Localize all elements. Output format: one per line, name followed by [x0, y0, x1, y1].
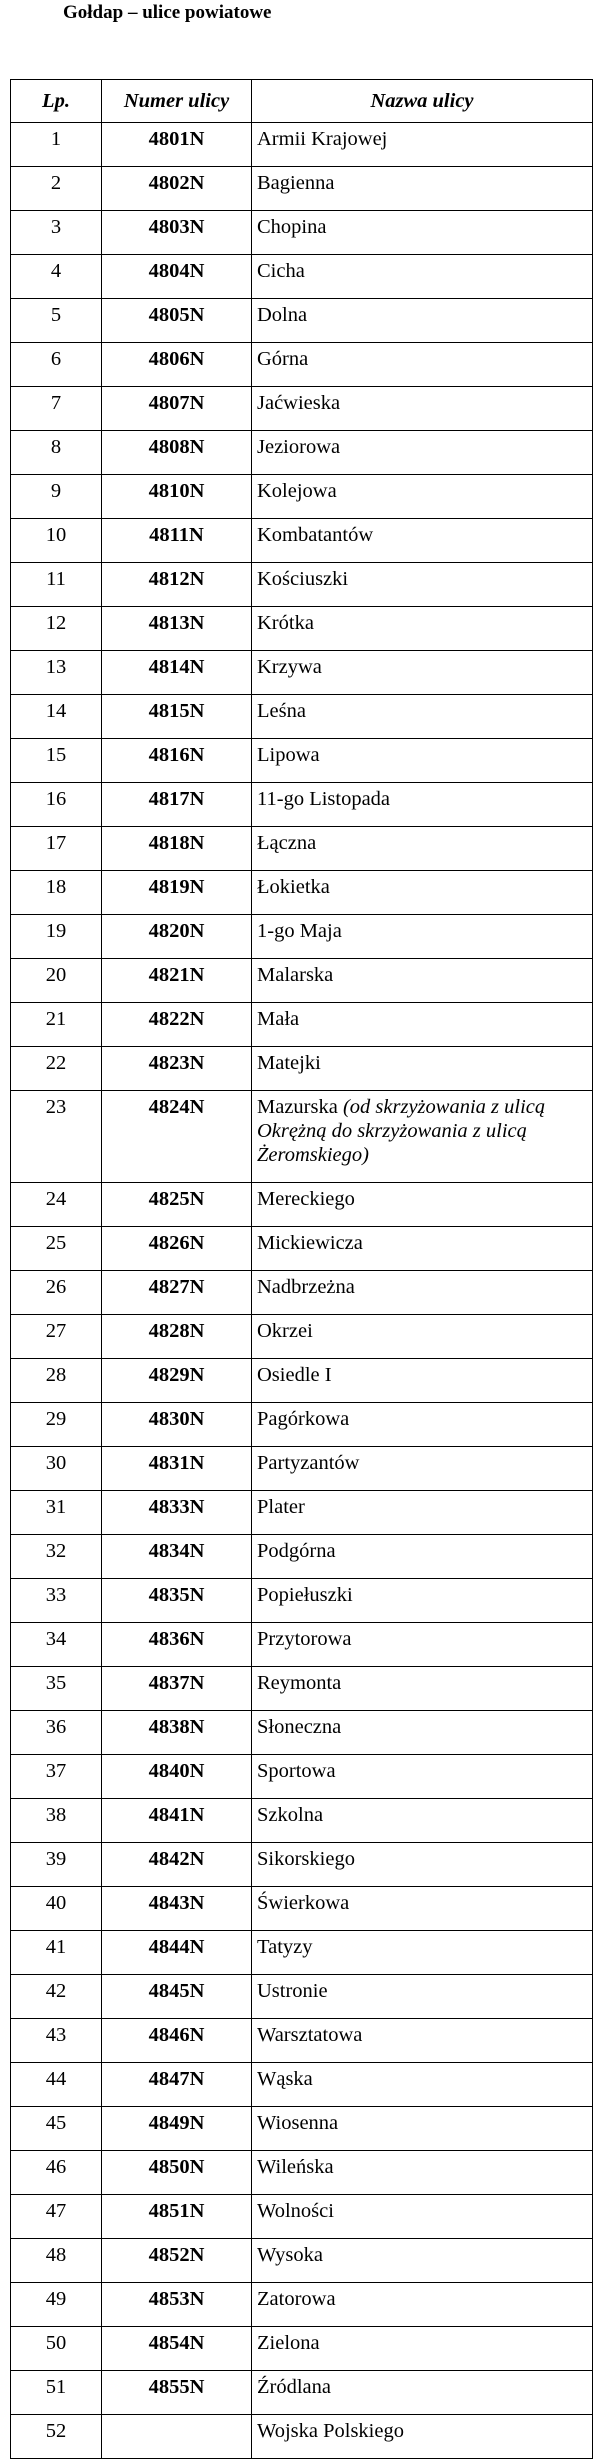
row-street-name [252, 739, 593, 783]
table-row [11, 2415, 593, 2459]
row-street-name [252, 695, 593, 739]
street-name-text: Mała [257, 1008, 300, 1030]
table-row [11, 607, 593, 651]
table-row [11, 1579, 593, 1623]
row-lp: 17 [11, 827, 102, 871]
row-lp: 50 [11, 2327, 102, 2371]
row-street-name [252, 519, 593, 563]
table-row [11, 387, 593, 431]
row-lp: 41 [11, 1931, 102, 1975]
street-name-text: Wiosenna [257, 2112, 339, 2134]
street-name-text: Nadbrzeżna [257, 1276, 355, 1298]
row-lp: 1 [11, 123, 102, 167]
row-street-number: 4813N [102, 607, 252, 651]
row-street-number: 4820N [102, 915, 252, 959]
row-street-number: 4815N [102, 695, 252, 739]
row-lp: 5 [11, 299, 102, 343]
row-lp: 34 [11, 1623, 102, 1667]
row-lp: 51 [11, 2371, 102, 2415]
row-lp: 24 [11, 1183, 102, 1227]
row-street-number: 4821N [102, 959, 252, 1003]
table-row [11, 167, 593, 211]
table-row [11, 783, 593, 827]
table-row [11, 695, 593, 739]
table-row [11, 1887, 593, 1931]
row-street-name [252, 2063, 593, 2107]
row-lp: 18 [11, 871, 102, 915]
street-name-text: Leśna [257, 700, 306, 722]
street-name-text: Szkolna [257, 1804, 324, 1826]
table-row [11, 2283, 593, 2327]
row-street-number: 4843N [102, 1887, 252, 1931]
row-lp: 32 [11, 1535, 102, 1579]
street-name-text: Krótka [257, 612, 314, 634]
row-street-number: 4854N [102, 2327, 252, 2371]
street-name-text: Cicha [257, 260, 305, 282]
table-row [11, 915, 593, 959]
row-lp: 11 [11, 563, 102, 607]
row-street-number: 4823N [102, 1047, 252, 1091]
table-row [11, 739, 593, 783]
street-name-text: Mereckiego [257, 1188, 355, 1210]
header-street-number: Numer ulicy [102, 80, 252, 123]
row-street-name [252, 1623, 593, 1667]
row-street-number: 4807N [102, 387, 252, 431]
street-name-text: Łokietka [257, 876, 330, 898]
row-street-number: 4814N [102, 651, 252, 695]
row-lp: 39 [11, 1843, 102, 1887]
row-street-number: 4837N [102, 1667, 252, 1711]
table-row [11, 211, 593, 255]
row-lp: 15 [11, 739, 102, 783]
row-street-number: 4811N [102, 519, 252, 563]
row-street-name [252, 915, 593, 959]
table-row [11, 1359, 593, 1403]
row-street-number: 4828N [102, 1315, 252, 1359]
street-name-text: Malarska [257, 964, 334, 986]
street-name-text: Kościuszki [257, 568, 349, 590]
row-street-name [252, 1975, 593, 2019]
row-lp: 7 [11, 387, 102, 431]
table-row [11, 1843, 593, 1887]
table-row [11, 2195, 593, 2239]
table-row [11, 1667, 593, 1711]
street-name-text: Armii Krajowej [257, 128, 388, 150]
row-street-name [252, 1315, 593, 1359]
row-street-name [252, 123, 593, 167]
street-name-text: Wąska [257, 2068, 313, 2090]
row-street-number: 4802N [102, 167, 252, 211]
row-street-number: 4845N [102, 1975, 252, 2019]
row-street-name [252, 2019, 593, 2063]
street-name-text: Przytorowa [257, 1628, 352, 1650]
row-street-number: 4849N [102, 2107, 252, 2151]
street-name-text: Lipowa [257, 744, 320, 766]
header-lp: Lp. [11, 80, 102, 123]
street-name-text: Kombatantów [257, 524, 374, 546]
table-row [11, 519, 593, 563]
row-street-name [252, 1359, 593, 1403]
header-street-name: Nazwa ulicy [252, 80, 593, 123]
row-street-number [102, 2415, 252, 2459]
row-street-number: 4852N [102, 2239, 252, 2283]
row-lp: 52 [11, 2415, 102, 2459]
table-row [11, 343, 593, 387]
street-name-text: 11-go Listopada [257, 788, 391, 810]
row-street-name [252, 827, 593, 871]
table-row [11, 1183, 593, 1227]
row-street-name [252, 2107, 593, 2151]
row-lp: 31 [11, 1491, 102, 1535]
table-row [11, 827, 593, 871]
table-row [11, 1315, 593, 1359]
table-row [11, 255, 593, 299]
street-name-text: Mickiewicza [257, 1232, 363, 1254]
row-street-number: 4806N [102, 343, 252, 387]
row-lp: 38 [11, 1799, 102, 1843]
table-row [11, 2239, 593, 2283]
row-street-name [252, 1271, 593, 1315]
row-street-name [252, 651, 593, 695]
table-body [11, 123, 593, 2459]
row-street-number: 4801N [102, 123, 252, 167]
row-street-number: 4825N [102, 1183, 252, 1227]
street-name-text: Tatyzy [257, 1936, 313, 1958]
row-street-name [252, 167, 593, 211]
street-name-text: Krzywa [257, 656, 322, 678]
row-lp: 48 [11, 2239, 102, 2283]
row-street-name [252, 607, 593, 651]
table-row [11, 299, 593, 343]
row-street-name [252, 1535, 593, 1579]
row-street-name [252, 255, 593, 299]
row-lp: 26 [11, 1271, 102, 1315]
street-name-text: Słoneczna [257, 1716, 342, 1738]
row-lp: 16 [11, 783, 102, 827]
row-street-number: 4822N [102, 1003, 252, 1047]
row-street-name [252, 387, 593, 431]
row-lp: 36 [11, 1711, 102, 1755]
street-name-text: Źródlana [257, 2376, 331, 2398]
street-name-text: Zatorowa [257, 2288, 336, 2310]
table-row [11, 431, 593, 475]
street-name-text: Ustronie [257, 1980, 328, 2002]
row-lp: 8 [11, 431, 102, 475]
row-street-name [252, 1227, 593, 1271]
row-street-name [252, 563, 593, 607]
street-name-text: Popiełuszki [257, 1584, 353, 1606]
street-name-text: Osiedle I [257, 1364, 332, 1386]
street-name-text: Wysoka [257, 2244, 323, 2266]
row-lp: 12 [11, 607, 102, 651]
table-row [11, 1047, 593, 1091]
row-lp: 29 [11, 1403, 102, 1447]
table-row [11, 1535, 593, 1579]
row-street-number: 4836N [102, 1623, 252, 1667]
row-street-number: 4817N [102, 783, 252, 827]
row-street-name [252, 959, 593, 1003]
table-row [11, 871, 593, 915]
document-title: Gołdap – ulice powiatowe [63, 2, 272, 23]
table-row [11, 1755, 593, 1799]
row-street-number: 4840N [102, 1755, 252, 1799]
street-name-text: Plater [257, 1496, 305, 1518]
row-lp: 3 [11, 211, 102, 255]
table-row [11, 2107, 593, 2151]
row-lp: 27 [11, 1315, 102, 1359]
street-name-text: Matejki [257, 1052, 321, 1074]
street-name-text: Dolna [257, 304, 308, 326]
table-row [11, 1623, 593, 1667]
row-street-name [252, 2151, 593, 2195]
row-street-number: 4803N [102, 211, 252, 255]
street-name-text: Sportowa [257, 1760, 336, 1782]
table-row [11, 1931, 593, 1975]
row-street-number: 4812N [102, 563, 252, 607]
row-street-name [252, 1755, 593, 1799]
street-name-text: Wileńska [257, 2156, 334, 2178]
street-name-text: Świerkowa [257, 1892, 350, 1914]
row-lp: 44 [11, 2063, 102, 2107]
row-lp: 45 [11, 2107, 102, 2151]
table-row [11, 1003, 593, 1047]
row-street-name [252, 1579, 593, 1623]
row-street-name [252, 2239, 593, 2283]
row-lp: 25 [11, 1227, 102, 1271]
row-street-name [252, 2195, 593, 2239]
row-street-number: 4831N [102, 1447, 252, 1491]
row-street-name [252, 2283, 593, 2327]
table-row [11, 123, 593, 167]
row-lp: 20 [11, 959, 102, 1003]
row-street-name [252, 1667, 593, 1711]
row-street-name [252, 211, 593, 255]
row-lp: 4 [11, 255, 102, 299]
street-name-text: Podgórna [257, 1540, 336, 1562]
row-lp: 40 [11, 1887, 102, 1931]
row-street-number: 4834N [102, 1535, 252, 1579]
row-lp: 22 [11, 1047, 102, 1091]
row-street-name [252, 1711, 593, 1755]
row-street-number: 4835N [102, 1579, 252, 1623]
row-street-name [252, 1047, 593, 1091]
row-lp: 46 [11, 2151, 102, 2195]
row-street-number: 4838N [102, 1711, 252, 1755]
table-row [11, 959, 593, 1003]
table-row [11, 1491, 593, 1535]
street-name-text: Sikorskiego [257, 1848, 355, 1870]
street-name-text: Reymonta [257, 1672, 342, 1694]
row-street-name [252, 1003, 593, 1047]
table-row [11, 651, 593, 695]
row-lp: 10 [11, 519, 102, 563]
row-street-number: 4805N [102, 299, 252, 343]
row-street-number: 4804N [102, 255, 252, 299]
row-street-number: 4853N [102, 2283, 252, 2327]
row-street-number: 4844N [102, 1931, 252, 1975]
row-street-number: 4827N [102, 1271, 252, 1315]
street-name-text: Partyzantów [257, 1452, 360, 1474]
table-row [11, 2151, 593, 2195]
row-street-number: 4819N [102, 871, 252, 915]
row-street-name [252, 871, 593, 915]
row-street-number: 4842N [102, 1843, 252, 1887]
table-header [11, 80, 593, 123]
street-name-text: Warsztatowa [257, 2024, 363, 2046]
street-name-text: Bagienna [257, 172, 335, 194]
street-name-text: Łączna [257, 832, 317, 854]
table-row [11, 475, 593, 519]
row-street-number: 4847N [102, 2063, 252, 2107]
street-name-text: Jeziorowa [257, 436, 341, 458]
row-street-name [252, 1183, 593, 1227]
table-row [11, 2063, 593, 2107]
row-street-name [252, 1403, 593, 1447]
row-lp: 6 [11, 343, 102, 387]
row-street-name [252, 783, 593, 827]
row-lp: 35 [11, 1667, 102, 1711]
row-lp: 33 [11, 1579, 102, 1623]
row-lp: 28 [11, 1359, 102, 1403]
row-street-name [252, 1887, 593, 1931]
row-street-name [252, 1843, 593, 1887]
street-name-text: Mazurska [257, 1096, 338, 1118]
row-street-number: 4808N [102, 431, 252, 475]
row-street-number: 4818N [102, 827, 252, 871]
street-name-text: Chopina [257, 216, 327, 238]
row-street-number: 4829N [102, 1359, 252, 1403]
street-name-text: Kolejowa [257, 480, 337, 502]
row-street-number: 4826N [102, 1227, 252, 1271]
street-name-text: Górna [257, 348, 309, 370]
table-row [11, 1799, 593, 1843]
row-lp: 37 [11, 1755, 102, 1799]
row-lp: 14 [11, 695, 102, 739]
row-street-name [252, 343, 593, 387]
row-lp: 23 [11, 1091, 102, 1183]
row-street-name [252, 475, 593, 519]
row-street-number: 4830N [102, 1403, 252, 1447]
row-street-name [252, 299, 593, 343]
row-street-number: 4824N [102, 1091, 252, 1183]
table-row [11, 1403, 593, 1447]
table-row [11, 1711, 593, 1755]
street-name-text: Zielona [257, 2332, 320, 2354]
row-lp: 47 [11, 2195, 102, 2239]
table-row [11, 563, 593, 607]
street-name-text: Wojska Polskiego [257, 2420, 404, 2442]
table-row [11, 1227, 593, 1271]
row-lp: 30 [11, 1447, 102, 1491]
table-row [11, 2371, 593, 2415]
street-name-text: 1-go Maja [257, 920, 342, 942]
table-row [11, 2019, 593, 2063]
row-lp: 19 [11, 915, 102, 959]
row-street-number: 4855N [102, 2371, 252, 2415]
street-name-text: Pagórkowa [257, 1408, 350, 1430]
row-street-name [252, 2415, 593, 2459]
row-lp: 49 [11, 2283, 102, 2327]
row-street-number: 4841N [102, 1799, 252, 1843]
table-row [11, 1091, 593, 1183]
row-street-number: 4810N [102, 475, 252, 519]
row-street-number: 4816N [102, 739, 252, 783]
table-row [11, 1447, 593, 1491]
row-street-name [252, 1091, 593, 1183]
row-street-name [252, 431, 593, 475]
row-street-name [252, 1491, 593, 1535]
row-lp: 43 [11, 2019, 102, 2063]
street-name-note: (od skrzyżowania z ulicą Okrężną do skrzyżowania z ulicą Żeromskiego) [257, 1096, 546, 1166]
row-lp: 21 [11, 1003, 102, 1047]
header-row [11, 80, 593, 123]
street-name-text: Jaćwieska [257, 392, 341, 414]
row-street-number: 4851N [102, 2195, 252, 2239]
row-lp: 2 [11, 167, 102, 211]
row-lp: 42 [11, 1975, 102, 2019]
row-street-number: 4850N [102, 2151, 252, 2195]
row-street-name [252, 2327, 593, 2371]
row-lp: 9 [11, 475, 102, 519]
table-row [11, 1271, 593, 1315]
row-street-name [252, 1447, 593, 1491]
row-lp: 13 [11, 651, 102, 695]
row-street-number: 4833N [102, 1491, 252, 1535]
street-name-text: Wolności [257, 2200, 334, 2222]
streets-table [10, 79, 593, 2459]
table-row [11, 1975, 593, 2019]
street-name-text: Okrzei [257, 1320, 313, 1342]
row-street-name [252, 2371, 593, 2415]
row-street-name [252, 1799, 593, 1843]
row-street-number: 4846N [102, 2019, 252, 2063]
table-row [11, 2327, 593, 2371]
row-street-name [252, 1931, 593, 1975]
